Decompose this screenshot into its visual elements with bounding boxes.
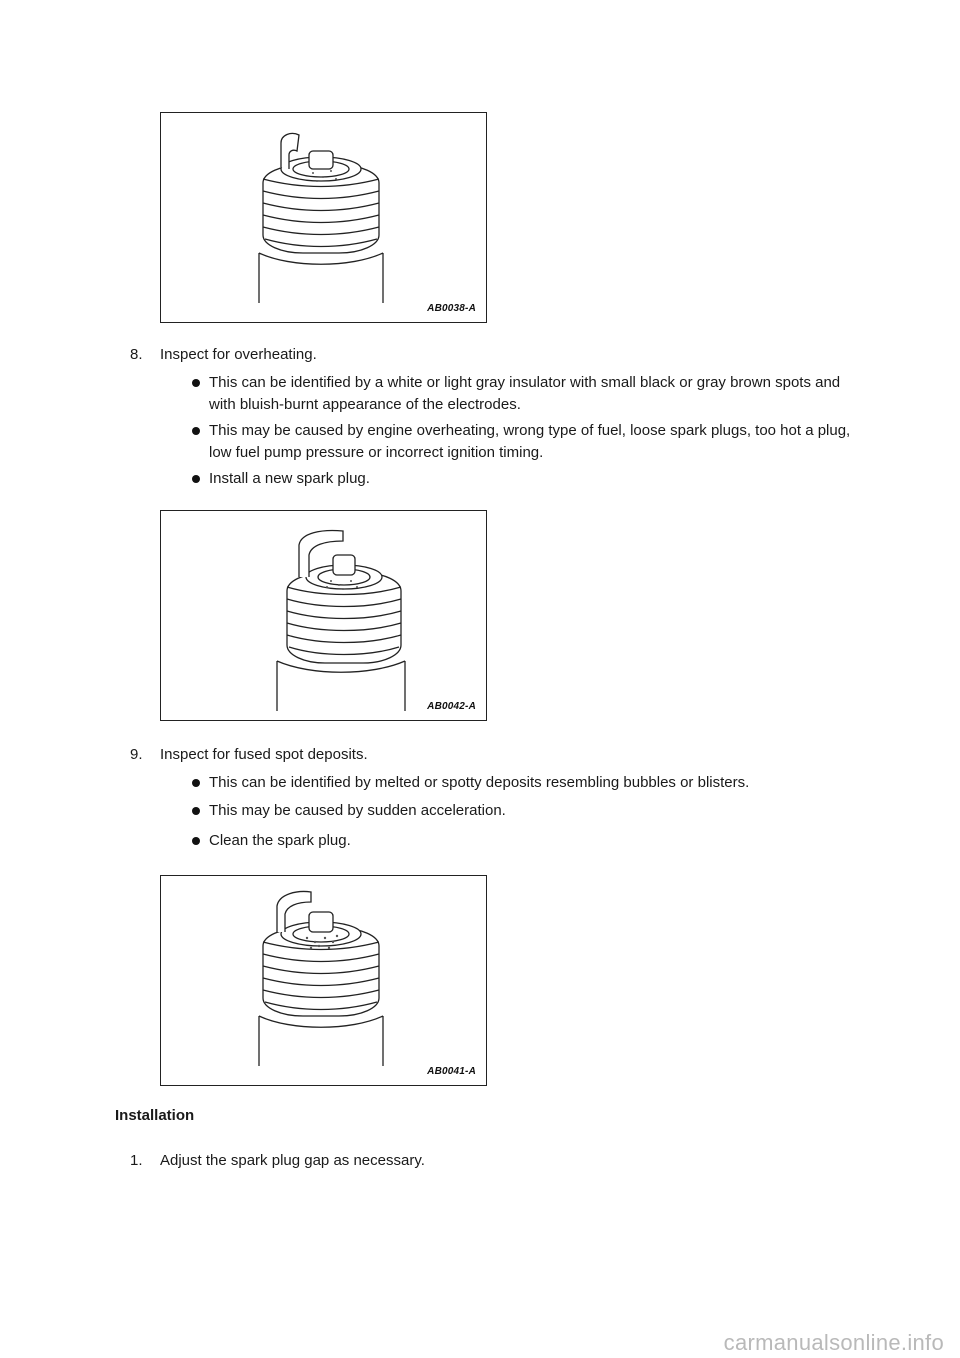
spark-plug-illustration-icon: [161, 511, 488, 722]
bullet-dot-icon: [192, 427, 200, 435]
step-text: Inspect for overheating.: [160, 346, 317, 363]
step-8: [130, 345, 317, 365]
bullet-item: [192, 800, 852, 822]
bullet-text: This may be caused by sudden acceleration.: [209, 802, 506, 819]
bullet-item: [192, 420, 852, 464]
bullet-dot-icon: [192, 837, 200, 845]
bullet-item: [192, 372, 852, 416]
bullet-text: This may be caused by engine overheating, wrong type of fuel, loose spark plugs, too hot a plug, low fuel pump pressure or incorrect ignition timing.: [209, 422, 851, 461]
bullet-text: Install a new spark plug.: [209, 470, 370, 487]
figure-code: AB0038-A: [427, 303, 476, 314]
bullet-item: [192, 468, 852, 490]
bullet-text: Clean the spark plug.: [209, 832, 351, 849]
figure-code: AB0042-A: [427, 701, 476, 712]
figure-spark-plug-ab0038: [160, 112, 487, 323]
bullet-item: [192, 830, 852, 852]
step-number: 1.: [130, 1152, 143, 1169]
figure-spark-plug-ab0041: [160, 875, 487, 1086]
figure-code: AB0041-A: [427, 1066, 476, 1077]
step-number: 8.: [130, 346, 143, 363]
bullet-dot-icon: [192, 807, 200, 815]
spark-plug-illustration-icon: [161, 876, 488, 1087]
bullet-text: This can be identified by melted or spotty deposits resembling bubbles or blisters.: [209, 774, 750, 791]
watermark: carmanualsonline.info: [723, 1330, 944, 1355]
bullet-item: [192, 772, 852, 794]
step-number: 9.: [130, 746, 143, 763]
bullet-dot-icon: [192, 475, 200, 483]
section-heading-installation: Installation: [115, 1107, 195, 1124]
step-9: [130, 745, 368, 765]
bullet-dot-icon: [192, 779, 200, 787]
spark-plug-illustration-icon: [161, 113, 488, 324]
step-text: Inspect for fused spot deposits.: [160, 746, 368, 763]
bullet-dot-icon: [192, 379, 200, 387]
bullet-text: This can be identified by a white or light gray insulator with small black or gray brown spots and with bluish-burnt appearance of the electrodes.: [209, 374, 841, 413]
figure-spark-plug-ab0042: [160, 510, 487, 721]
install-step-1: [130, 1151, 425, 1171]
step-text: Adjust the spark plug gap as necessary.: [160, 1152, 425, 1169]
